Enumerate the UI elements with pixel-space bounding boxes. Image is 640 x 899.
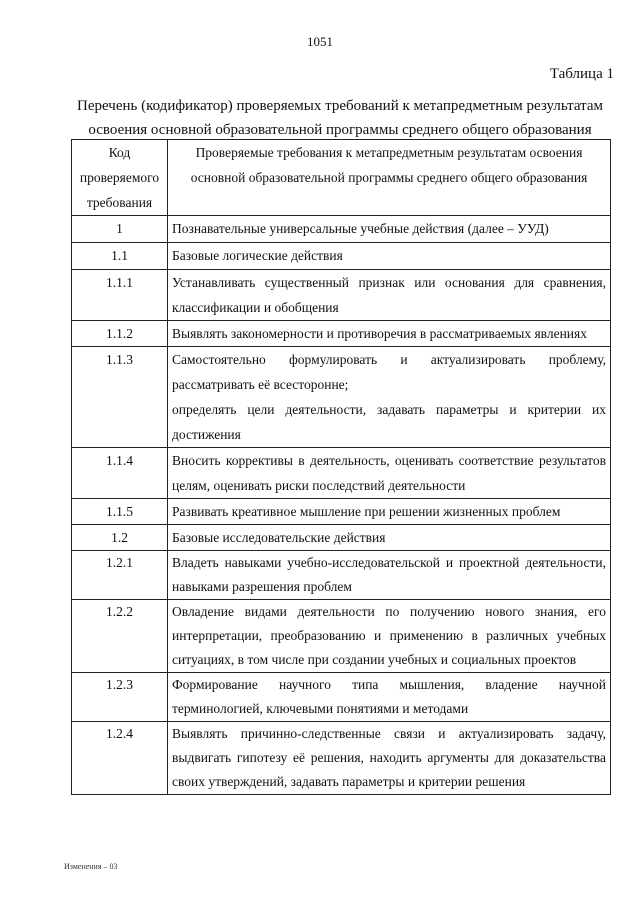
requirement-code: 1.1: [72, 243, 168, 270]
table-row: [72, 270, 611, 321]
requirement-code: 1: [72, 216, 168, 243]
requirement-code: 1.2.3: [72, 673, 168, 722]
requirement-paragraph: определять цели деятельности, задавать параметры и критерии их достижения: [172, 402, 606, 442]
requirement-code: 1.1.4: [72, 448, 168, 499]
requirements-table: [71, 139, 611, 795]
requirement-paragraph: Выявлять причинно-следственные связи и актуализировать задачу, выдвигать гипотезу её решения, находить аргументы для доказательства своих утверждений, задавать параметры и критерии решения: [172, 726, 606, 789]
requirement-text: [168, 499, 611, 525]
table-body: [72, 216, 611, 795]
table-caption: Перечень (кодификатор) проверяемых требований к метапредметным результатам освоения основной образовательной программы среднего общего образования: [77, 98, 603, 138]
header-requirement: Проверяемые требования к метапредметным результатам освоения основной образовательной программы среднего общего образования: [168, 140, 611, 216]
requirement-text: [168, 216, 611, 243]
requirement-paragraph: Базовые логические действия: [172, 248, 343, 263]
table-row: [72, 216, 611, 243]
table-row: [72, 600, 611, 673]
requirement-paragraph: Овладение видами деятельности по получению нового знания, его интерпретации, преобразованию и применению в различных учебных ситуациях, в том числе при создании учебных и социальных проектов: [172, 604, 606, 667]
requirement-paragraph: Самостоятельно формулировать и актуализировать проблему, рассматривать её всесторонне;: [172, 352, 606, 392]
table-row: [72, 525, 611, 551]
table-row: [72, 243, 611, 270]
requirement-code: 1.1.3: [72, 347, 168, 448]
requirement-paragraph: Познавательные универсальные учебные действия (далее – УУД): [172, 221, 549, 236]
requirement-code: 1.2.4: [72, 722, 168, 795]
requirement-code: 1.2.1: [72, 551, 168, 600]
requirement-text: [168, 551, 611, 600]
requirement-paragraph: Владеть навыками учебно-исследовательской и проектной деятельности, навыками разрешения проблем: [172, 555, 606, 594]
table-row: [72, 722, 611, 795]
requirement-code: 1.2.2: [72, 600, 168, 673]
table-row: [72, 448, 611, 499]
requirement-text: [168, 600, 611, 673]
requirement-text: [168, 243, 611, 270]
requirement-text: [168, 321, 611, 347]
requirement-paragraph: Формирование научного типа мышления, владение научной терминологией, ключевыми понятиями и методами: [172, 677, 606, 716]
requirement-paragraph: Базовые исследовательские действия: [172, 530, 386, 545]
requirement-paragraph: Устанавливать существенный признак или основания для сравнения, классификации и обобщения: [172, 275, 606, 315]
requirement-code: 1.1.5: [72, 499, 168, 525]
requirement-paragraph: Развивать креативное мышление при решении жизненных проблем: [172, 504, 561, 519]
requirement-text: [168, 448, 611, 499]
table-row: [72, 551, 611, 600]
requirement-text: [168, 673, 611, 722]
table-row: [72, 321, 611, 347]
header-code: Код проверяемого требования: [72, 140, 168, 216]
table-header-row: [72, 140, 611, 216]
requirement-code: 1.2: [72, 525, 168, 551]
requirement-text: [168, 270, 611, 321]
table-row: [72, 499, 611, 525]
requirement-text: [168, 525, 611, 551]
requirement-code: 1.1.2: [72, 321, 168, 347]
table-row: [72, 673, 611, 722]
requirement-paragraph: Выявлять закономерности и противоречия в рассматриваемых явлениях: [172, 326, 587, 341]
requirement-code: 1.1.1: [72, 270, 168, 321]
table-label: Таблица 1: [549, 66, 614, 82]
requirement-text: [168, 722, 611, 795]
requirement-text: [168, 347, 611, 448]
requirement-paragraph: Вносить коррективы в деятельность, оценивать соответствие результатов целям, оценивать риски последствий деятельности: [172, 453, 606, 493]
table-row: [72, 347, 611, 448]
footer-revision: Изменения – 03: [64, 862, 118, 871]
page-number: 1051: [307, 34, 333, 49]
